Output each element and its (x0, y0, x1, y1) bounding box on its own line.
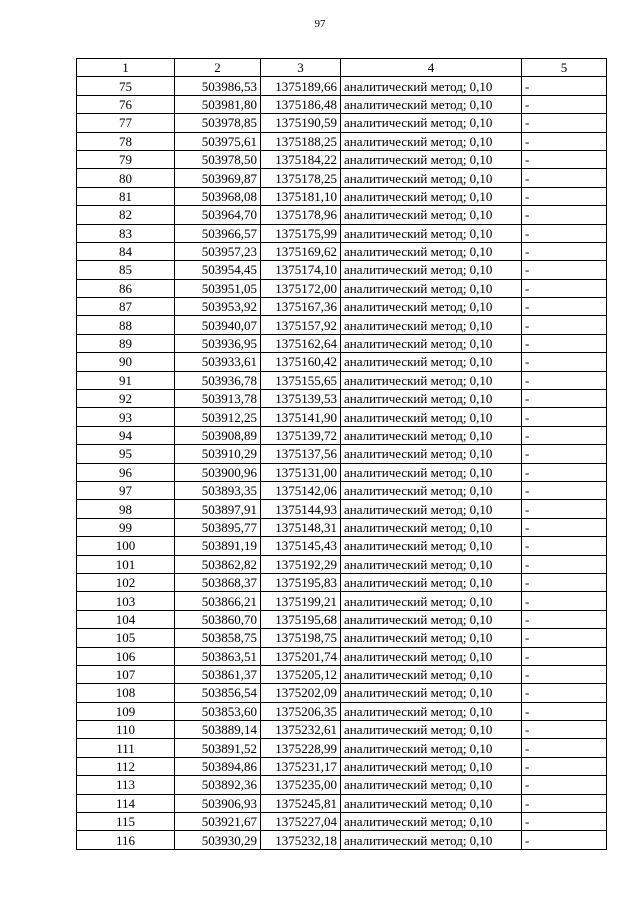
table-row (77, 298, 607, 316)
note-cell: - (522, 831, 607, 849)
point-number-cell: 102 (77, 573, 175, 591)
method-accuracy-cell: аналитический метод; 0,10 (341, 242, 522, 260)
table-row (77, 757, 607, 775)
x-coordinate-cell: 503856,54 (175, 684, 261, 702)
y-coordinate-cell: 1375199,21 (261, 592, 341, 610)
x-coordinate-cell: 503921,67 (175, 813, 261, 831)
x-coordinate-cell: 503889,14 (175, 721, 261, 739)
y-coordinate-cell: 1375157,92 (261, 316, 341, 334)
table-row (77, 334, 607, 352)
point-number-cell: 94 (77, 426, 175, 444)
table-row (77, 831, 607, 849)
x-coordinate-cell: 503966,57 (175, 224, 261, 242)
table-row (77, 518, 607, 536)
note-cell: - (522, 665, 607, 683)
x-coordinate-cell: 503895,77 (175, 518, 261, 536)
point-number-cell: 77 (77, 114, 175, 132)
table-row (77, 629, 607, 647)
table-row (77, 261, 607, 279)
point-number-cell: 112 (77, 757, 175, 775)
point-number-cell: 76 (77, 95, 175, 113)
point-number-cell: 100 (77, 537, 175, 555)
table-row (77, 647, 607, 665)
point-number-cell: 79 (77, 150, 175, 168)
method-accuracy-cell: аналитический метод; 0,10 (341, 261, 522, 279)
method-accuracy-cell: аналитический метод; 0,10 (341, 426, 522, 444)
method-accuracy-cell: аналитический метод; 0,10 (341, 150, 522, 168)
column-header-2: 2 (175, 59, 261, 77)
point-number-cell: 82 (77, 206, 175, 224)
y-coordinate-cell: 1375190,59 (261, 114, 341, 132)
table-row (77, 224, 607, 242)
note-cell: - (522, 757, 607, 775)
table-row (77, 279, 607, 297)
y-coordinate-cell: 1375189,66 (261, 77, 341, 95)
method-accuracy-cell: аналитический метод; 0,10 (341, 316, 522, 334)
note-cell: - (522, 334, 607, 352)
coordinates-table (76, 58, 607, 850)
x-coordinate-cell: 503913,78 (175, 390, 261, 408)
note-cell: - (522, 150, 607, 168)
method-accuracy-cell: аналитический метод; 0,10 (341, 721, 522, 739)
x-coordinate-cell: 503969,87 (175, 169, 261, 187)
y-coordinate-cell: 1375142,06 (261, 481, 341, 499)
y-coordinate-cell: 1375167,36 (261, 298, 341, 316)
y-coordinate-cell: 1375148,31 (261, 518, 341, 536)
table-row (77, 555, 607, 573)
method-accuracy-cell: аналитический метод; 0,10 (341, 206, 522, 224)
table-row (77, 390, 607, 408)
note-cell: - (522, 518, 607, 536)
point-number-cell: 92 (77, 390, 175, 408)
y-coordinate-cell: 1375139,72 (261, 426, 341, 444)
x-coordinate-cell: 503986,53 (175, 77, 261, 95)
table-row (77, 353, 607, 371)
table-row (77, 114, 607, 132)
y-coordinate-cell: 1375232,61 (261, 721, 341, 739)
x-coordinate-cell: 503908,89 (175, 426, 261, 444)
note-cell: - (522, 702, 607, 720)
y-coordinate-cell: 1375227,04 (261, 813, 341, 831)
y-coordinate-cell: 1375195,68 (261, 610, 341, 628)
point-number-cell: 110 (77, 721, 175, 739)
point-number-cell: 114 (77, 794, 175, 812)
y-coordinate-cell: 1375201,74 (261, 647, 341, 665)
method-accuracy-cell: аналитический метод; 0,10 (341, 445, 522, 463)
table-row (77, 408, 607, 426)
y-coordinate-cell: 1375232,18 (261, 831, 341, 849)
note-cell: - (522, 500, 607, 518)
y-coordinate-cell: 1375162,64 (261, 334, 341, 352)
note-cell: - (522, 739, 607, 757)
y-coordinate-cell: 1375174,10 (261, 261, 341, 279)
table-header (77, 59, 607, 77)
x-coordinate-cell: 503936,95 (175, 334, 261, 352)
point-number-cell: 84 (77, 242, 175, 260)
y-coordinate-cell: 1375181,10 (261, 187, 341, 205)
x-coordinate-cell: 503951,05 (175, 279, 261, 297)
y-coordinate-cell: 1375231,17 (261, 757, 341, 775)
y-coordinate-cell: 1375144,93 (261, 500, 341, 518)
y-coordinate-cell: 1375245,81 (261, 794, 341, 812)
note-cell: - (522, 555, 607, 573)
note-cell: - (522, 224, 607, 242)
table-row (77, 500, 607, 518)
note-cell: - (522, 298, 607, 316)
x-coordinate-cell: 503897,91 (175, 500, 261, 518)
table-row (77, 206, 607, 224)
table-row (77, 794, 607, 812)
method-accuracy-cell: аналитический метод; 0,10 (341, 353, 522, 371)
table-row (77, 776, 607, 794)
x-coordinate-cell: 503891,52 (175, 739, 261, 757)
table-row (77, 242, 607, 260)
note-cell: - (522, 95, 607, 113)
method-accuracy-cell: аналитический метод; 0,10 (341, 794, 522, 812)
table-row (77, 684, 607, 702)
y-coordinate-cell: 1375188,25 (261, 132, 341, 150)
x-coordinate-cell: 503868,37 (175, 573, 261, 591)
table-row (77, 481, 607, 499)
method-accuracy-cell: аналитический метод; 0,10 (341, 831, 522, 849)
method-accuracy-cell: аналитический метод; 0,10 (341, 665, 522, 683)
note-cell: - (522, 445, 607, 463)
method-accuracy-cell: аналитический метод; 0,10 (341, 95, 522, 113)
y-coordinate-cell: 1375184,22 (261, 150, 341, 168)
point-number-cell: 85 (77, 261, 175, 279)
x-coordinate-cell: 503981,80 (175, 95, 261, 113)
y-coordinate-cell: 1375178,25 (261, 169, 341, 187)
y-coordinate-cell: 1375228,99 (261, 739, 341, 757)
note-cell: - (522, 279, 607, 297)
x-coordinate-cell: 503978,50 (175, 150, 261, 168)
table-row (77, 445, 607, 463)
point-number-cell: 87 (77, 298, 175, 316)
y-coordinate-cell: 1375186,48 (261, 95, 341, 113)
note-cell: - (522, 206, 607, 224)
note-cell: - (522, 316, 607, 334)
x-coordinate-cell: 503900,96 (175, 463, 261, 481)
note-cell: - (522, 132, 607, 150)
note-cell: - (522, 592, 607, 610)
note-cell: - (522, 77, 607, 95)
note-cell: - (522, 261, 607, 279)
table-row (77, 463, 607, 481)
table-row (77, 169, 607, 187)
table-row (77, 187, 607, 205)
x-coordinate-cell: 503957,23 (175, 242, 261, 260)
note-cell: - (522, 353, 607, 371)
method-accuracy-cell: аналитический метод; 0,10 (341, 77, 522, 95)
y-coordinate-cell: 1375198,75 (261, 629, 341, 647)
table-row (77, 573, 607, 591)
y-coordinate-cell: 1375137,56 (261, 445, 341, 463)
y-coordinate-cell: 1375206,35 (261, 702, 341, 720)
method-accuracy-cell: аналитический метод; 0,10 (341, 739, 522, 757)
x-coordinate-cell: 503892,36 (175, 776, 261, 794)
method-accuracy-cell: аналитический метод; 0,10 (341, 776, 522, 794)
method-accuracy-cell: аналитический метод; 0,10 (341, 702, 522, 720)
y-coordinate-cell: 1375205,12 (261, 665, 341, 683)
method-accuracy-cell: аналитический метод; 0,10 (341, 187, 522, 205)
note-cell: - (522, 610, 607, 628)
note-cell: - (522, 537, 607, 555)
point-number-cell: 86 (77, 279, 175, 297)
x-coordinate-cell: 503975,61 (175, 132, 261, 150)
column-header-1: 1 (77, 59, 175, 77)
point-number-cell: 106 (77, 647, 175, 665)
column-header-4: 4 (341, 59, 522, 77)
table-row (77, 665, 607, 683)
x-coordinate-cell: 503968,08 (175, 187, 261, 205)
point-number-cell: 75 (77, 77, 175, 95)
point-number-cell: 88 (77, 316, 175, 334)
note-cell: - (522, 463, 607, 481)
y-coordinate-cell: 1375172,00 (261, 279, 341, 297)
column-header-3: 3 (261, 59, 341, 77)
y-coordinate-cell: 1375145,43 (261, 537, 341, 555)
x-coordinate-cell: 503858,75 (175, 629, 261, 647)
point-number-cell: 91 (77, 371, 175, 389)
y-coordinate-cell: 1375175,99 (261, 224, 341, 242)
method-accuracy-cell: аналитический метод; 0,10 (341, 592, 522, 610)
point-number-cell: 95 (77, 445, 175, 463)
x-coordinate-cell: 503910,29 (175, 445, 261, 463)
table-row (77, 316, 607, 334)
note-cell: - (522, 408, 607, 426)
method-accuracy-cell: аналитический метод; 0,10 (341, 169, 522, 187)
x-coordinate-cell: 503933,61 (175, 353, 261, 371)
x-coordinate-cell: 503978,85 (175, 114, 261, 132)
point-number-cell: 104 (77, 610, 175, 628)
table-row (77, 426, 607, 444)
table-row (77, 739, 607, 757)
method-accuracy-cell: аналитический метод; 0,10 (341, 279, 522, 297)
point-number-cell: 103 (77, 592, 175, 610)
y-coordinate-cell: 1375202,09 (261, 684, 341, 702)
point-number-cell: 101 (77, 555, 175, 573)
point-number-cell: 93 (77, 408, 175, 426)
table-row (77, 150, 607, 168)
note-cell: - (522, 629, 607, 647)
table-row (77, 592, 607, 610)
y-coordinate-cell: 1375141,90 (261, 408, 341, 426)
x-coordinate-cell: 503953,92 (175, 298, 261, 316)
table-row (77, 537, 607, 555)
method-accuracy-cell: аналитический метод; 0,10 (341, 629, 522, 647)
method-accuracy-cell: аналитический метод; 0,10 (341, 371, 522, 389)
y-coordinate-cell: 1375155,65 (261, 371, 341, 389)
point-number-cell: 109 (77, 702, 175, 720)
point-number-cell: 96 (77, 463, 175, 481)
point-number-cell: 108 (77, 684, 175, 702)
table-row (77, 721, 607, 739)
method-accuracy-cell: аналитический метод; 0,10 (341, 132, 522, 150)
x-coordinate-cell: 503912,25 (175, 408, 261, 426)
point-number-cell: 98 (77, 500, 175, 518)
table-body (77, 77, 607, 849)
method-accuracy-cell: аналитический метод; 0,10 (341, 757, 522, 775)
y-coordinate-cell: 1375178,96 (261, 206, 341, 224)
x-coordinate-cell: 503894,86 (175, 757, 261, 775)
x-coordinate-cell: 503964,70 (175, 206, 261, 224)
note-cell: - (522, 794, 607, 812)
x-coordinate-cell: 503954,45 (175, 261, 261, 279)
note-cell: - (522, 390, 607, 408)
note-cell: - (522, 426, 607, 444)
table-row (77, 813, 607, 831)
table-row (77, 77, 607, 95)
point-number-cell: 80 (77, 169, 175, 187)
method-accuracy-cell: аналитический метод; 0,10 (341, 647, 522, 665)
method-accuracy-cell: аналитический метод; 0,10 (341, 500, 522, 518)
point-number-cell: 107 (77, 665, 175, 683)
note-cell: - (522, 371, 607, 389)
x-coordinate-cell: 503862,82 (175, 555, 261, 573)
point-number-cell: 81 (77, 187, 175, 205)
table-row (77, 132, 607, 150)
method-accuracy-cell: аналитический метод; 0,10 (341, 334, 522, 352)
y-coordinate-cell: 1375139,53 (261, 390, 341, 408)
method-accuracy-cell: аналитический метод; 0,10 (341, 518, 522, 536)
note-cell: - (522, 242, 607, 260)
point-number-cell: 113 (77, 776, 175, 794)
x-coordinate-cell: 503893,35 (175, 481, 261, 499)
note-cell: - (522, 114, 607, 132)
y-coordinate-cell: 1375160,42 (261, 353, 341, 371)
x-coordinate-cell: 503860,70 (175, 610, 261, 628)
point-number-cell: 116 (77, 831, 175, 849)
x-coordinate-cell: 503861,37 (175, 665, 261, 683)
method-accuracy-cell: аналитический метод; 0,10 (341, 537, 522, 555)
method-accuracy-cell: аналитический метод; 0,10 (341, 463, 522, 481)
column-header-5: 5 (522, 59, 607, 77)
table-row (77, 702, 607, 720)
method-accuracy-cell: аналитический метод; 0,10 (341, 390, 522, 408)
method-accuracy-cell: аналитический метод; 0,10 (341, 481, 522, 499)
method-accuracy-cell: аналитический метод; 0,10 (341, 408, 522, 426)
y-coordinate-cell: 1375169,62 (261, 242, 341, 260)
table-row (77, 95, 607, 113)
method-accuracy-cell: аналитический метод; 0,10 (341, 114, 522, 132)
x-coordinate-cell: 503936,78 (175, 371, 261, 389)
y-coordinate-cell: 1375131,00 (261, 463, 341, 481)
point-number-cell: 89 (77, 334, 175, 352)
note-cell: - (522, 647, 607, 665)
header-row (77, 59, 607, 77)
x-coordinate-cell: 503863,51 (175, 647, 261, 665)
method-accuracy-cell: аналитический метод; 0,10 (341, 555, 522, 573)
point-number-cell: 111 (77, 739, 175, 757)
table-row (77, 610, 607, 628)
note-cell: - (522, 169, 607, 187)
note-cell: - (522, 481, 607, 499)
x-coordinate-cell: 503853,60 (175, 702, 261, 720)
note-cell: - (522, 187, 607, 205)
note-cell: - (522, 684, 607, 702)
x-coordinate-cell: 503930,29 (175, 831, 261, 849)
x-coordinate-cell: 503891,19 (175, 537, 261, 555)
y-coordinate-cell: 1375192,29 (261, 555, 341, 573)
method-accuracy-cell: аналитический метод; 0,10 (341, 610, 522, 628)
point-number-cell: 83 (77, 224, 175, 242)
note-cell: - (522, 813, 607, 831)
method-accuracy-cell: аналитический метод; 0,10 (341, 813, 522, 831)
x-coordinate-cell: 503940,07 (175, 316, 261, 334)
method-accuracy-cell: аналитический метод; 0,10 (341, 684, 522, 702)
point-number-cell: 78 (77, 132, 175, 150)
point-number-cell: 105 (77, 629, 175, 647)
point-number-cell: 99 (77, 518, 175, 536)
point-number-cell: 97 (77, 481, 175, 499)
page-number: 97 (314, 18, 326, 30)
note-cell: - (522, 776, 607, 794)
x-coordinate-cell: 503906,93 (175, 794, 261, 812)
note-cell: - (522, 573, 607, 591)
table-row (77, 371, 607, 389)
y-coordinate-cell: 1375235,00 (261, 776, 341, 794)
note-cell: - (522, 721, 607, 739)
method-accuracy-cell: аналитический метод; 0,10 (341, 298, 522, 316)
x-coordinate-cell: 503866,21 (175, 592, 261, 610)
method-accuracy-cell: аналитический метод; 0,10 (341, 224, 522, 242)
y-coordinate-cell: 1375195,83 (261, 573, 341, 591)
point-number-cell: 90 (77, 353, 175, 371)
method-accuracy-cell: аналитический метод; 0,10 (341, 573, 522, 591)
point-number-cell: 115 (77, 813, 175, 831)
